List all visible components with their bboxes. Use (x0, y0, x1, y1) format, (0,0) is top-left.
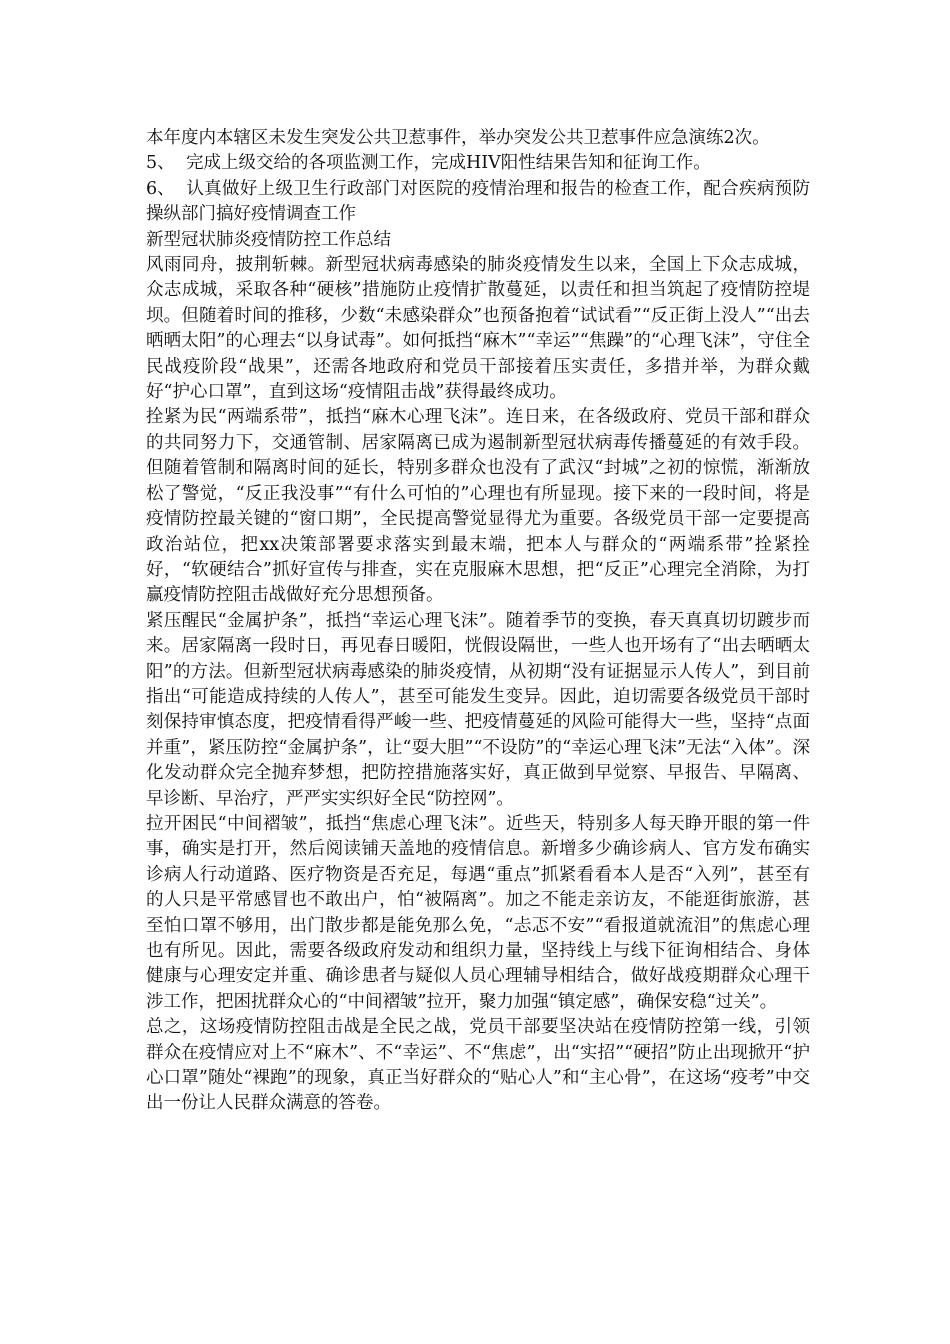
body-paragraph: 总之，这场疫情防控阻击战是全民之战，党员干部要坚决站在疫情防控第一线，引领群众在疫情应对上不“麻木”、不“幸运”、不“焦虑”，出“实招”“硬招”防止出现掀开“护心口罩”随处“裸跑”的现象，真正当好群众的“贴心人”和“主心骨”，在这场“疫考”中交出一份让人民群众满意的答卷。 (146, 1017, 810, 1114)
body-paragraph: 紧压醒民“金属护条”，抵挡“幸运心理飞沫”。随着季节的变换，春天真真切切踱步而来。居家隔离一段时日，再见春日暖阳，恍假设隔世，一些人也开场有了“出去晒晒太阳”的方法。但新型冠状病毒感染的肺炎疫情，从初期“没有证据显示人传人”，到目前指出“可能造成持续的人传人”，甚至可能发生变异。因此，迫切需要各级党员干部时刻保持审慎态度，把疫情看得严峻一些、把疫情蔓延的风险可能得大一些，坚持“点面并重”，紧压防控“金属护条”，让“耍大胆”“不设防”的“幸运心理飞沫”无法“入体”。深化发动群众完全抛弃梦想，把防控措施落实好，真正做到早觉察、早报告、早隔离、早诊断、早治疗，严严实实织好全民“防控网”。 (146, 610, 810, 809)
document-title: 新型冠状肺炎疫情防控工作总结 (146, 229, 391, 250)
body-paragraph: 拉开困民“中间褶皱”，抵挡“焦虑心理飞沫”。近些天，特别多人每天睁开眼的第一件事，确实是打开，然后阅读铺天盖地的疫情信息。新增多少确诊病人、官方发布确实诊病人行动道路、医疗物资是否充足，每遇“重点”抓紧看看本人是否“入列”，甚至有的人只是平常感冒也不敢出户，怕“被隔离”。加之不能走亲访友，不能逛街旅游，甚至怕口罩不够用，出门散步都是能免那么免，“忐忑不安”“看报道就流泪”的焦虑心理也有所见。因此，需要各级政府发动和组织力量，坚持线上与线下征询相结合、身体健康与心理安定并重、确诊患者与疑似人员心理辅导相结合，做好战疫期群众心理干涉工作，把困扰群众心的“中间褶皱”拉开，聚力加强“镇定感”，确保安稳“过关”。 (146, 813, 810, 1012)
list-number: 5、 (146, 153, 175, 174)
list-text: 认真做好上级卫生行政部门对医院的疫情治理和报告的检查工作，配合疾病预防操纵部门搞好疫情调查工作 (146, 178, 810, 225)
document-body (146, 126, 810, 1117)
list-item (146, 177, 810, 228)
body-paragraph: 拴紧为民“两端系带”，抵挡“麻木心理飞沫”。连日来，在各级政府、党员干部和群众的共同努力下，交通管制、居家隔离已成为遏制新型冠状病毒传播蔓延的有效手段。但随着管制和隔离时间的延长，特别多群众也没有了武汉“封城”之初的惊慌，渐渐放松了警觉，“反正我没事”“有什么可怕的”心理也有所显现。接下来的一段时间，将是疫情防控最关键的“窗口期”，全民提高警觉显得尤为重要。各级党员干部一定要提高政治站位，把xx决策部署要求落实到最末端，把本人与群众的“两端系带”拴紧拴好，“软硬结合”抓好宣传与排查，实在克服麻木思想，把“反正”心理完全消除，为打赢疫情防控阻击战做好充分思想预备。 (146, 407, 810, 606)
list-number: 6、 (146, 178, 175, 199)
body-paragraph: 风雨同舟，披荆斩棘。新型冠状病毒感染的肺炎疫情发生以来，全国上下众志成城，众志成城，采取各种“硬核”措施防止疫情扩散蔓延，以责任和担当筑起了疫情防控堤坝。但随着时间的推移，少数“未感染群众”也预备抱着“试试看”“反正街上没人”“出去晒晒太阳”的心理去“以身试毒”。如何抵挡“麻木”“幸运”“焦躁”的“心理飞沫”，守住全民战疫阶段“战果”，还需各地政府和党员干部接着压实责任，多措并举，为群众戴好“护心口罩”，直到这场“疫情阻击战”获得最终成功。 (146, 255, 810, 403)
intro-paragraph: 本年度内本辖区未发生突发公共卫惹事件，举办突发公共卫惹事件应急演练2次。 (146, 128, 770, 148)
list-item (146, 151, 810, 176)
list-text: 完成上级交给的各项监测工作，完成HIV阳性结果告知和征询工作。 (186, 153, 711, 174)
